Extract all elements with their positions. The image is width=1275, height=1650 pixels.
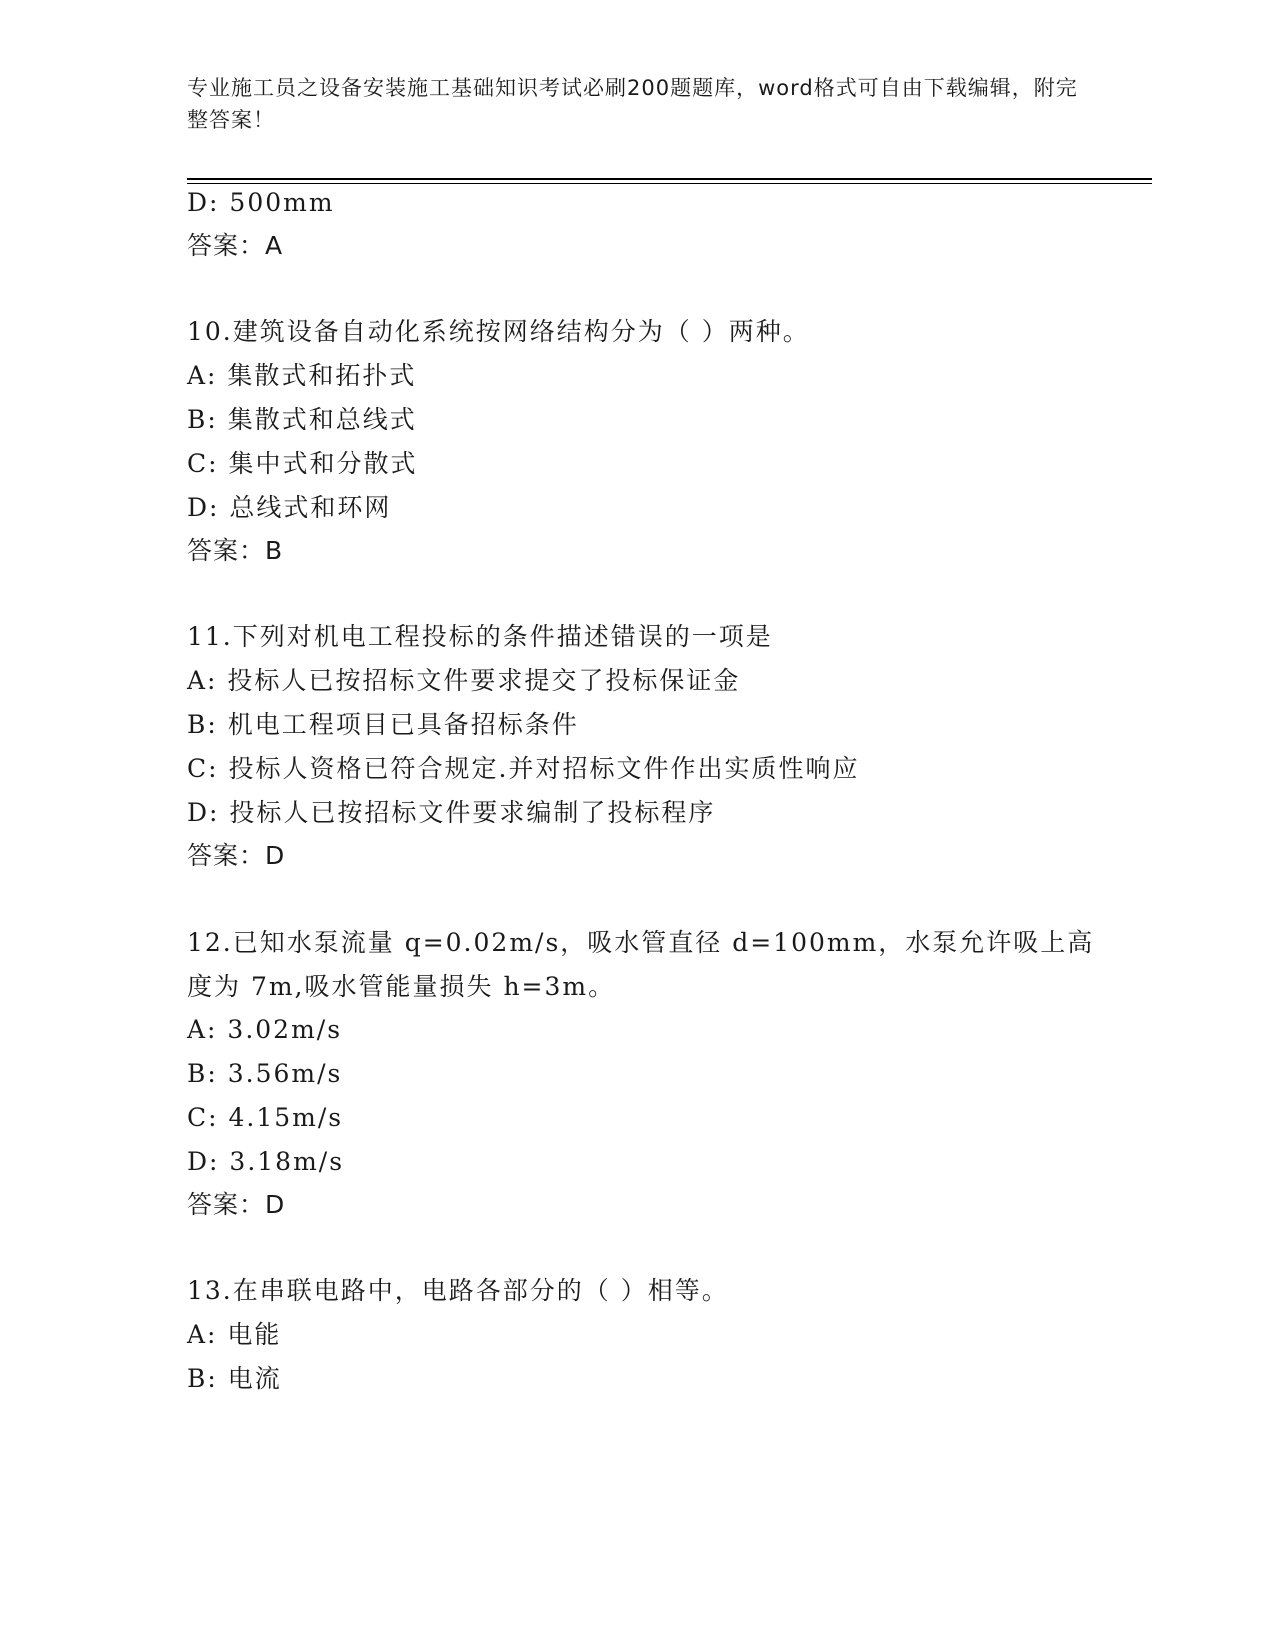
q11-option-d: D: 投标人已按招标文件要求编制了投标程序 [187, 798, 716, 827]
q13-question: 13.在串联电路中，电路各部分的（ ）相等。 [187, 1276, 729, 1305]
q10-option-c: C: 集中式和分散式 [187, 449, 418, 478]
q10-option-a: A: 集散式和拓扑式 [187, 361, 417, 390]
q12-question-line2: 度为 7m,吸水管能量损失 h=3m。 [187, 972, 616, 1001]
q12-option-a: A: 3.02m/s [187, 1015, 343, 1044]
prev-option-d: D: 500mm [187, 188, 335, 217]
q10-option-b: B: 集散式和总线式 [187, 405, 417, 434]
q11-option-c: C: 投标人资格已符合规定.并对招标文件作出实质性响应 [187, 754, 860, 783]
q13-option-b: B: 电流 [187, 1364, 282, 1393]
header-divider-thick [187, 178, 1152, 180]
q12-answer: 答案：D [187, 1190, 286, 1219]
q12-question-line1: 12.已知水泵流量 q=0.02m/s，吸水管直径 d=100mm，水泵允许吸上高 [187, 928, 1095, 957]
prev-answer: 答案：A [187, 231, 284, 260]
q11-question: 11.下列对机电工程投标的条件描述错误的一项是 [187, 622, 773, 651]
q11-option-b: B: 机电工程项目已具备招标条件 [187, 710, 579, 739]
q10-answer: 答案：B [187, 536, 284, 565]
q12-option-d: D: 3.18m/s [187, 1147, 345, 1176]
q12-option-b: B: 3.56m/s [187, 1059, 343, 1088]
q11-option-a: A: 投标人已按招标文件要求提交了投标保证金 [187, 666, 741, 695]
q12-option-c: C: 4.15m/s [187, 1103, 344, 1132]
q11-answer: 答案：D [187, 841, 286, 870]
q10-option-d: D: 总线式和环网 [187, 493, 392, 522]
header-divider-thin [187, 183, 1152, 184]
document-header-title: 专业施工员之设备安装施工基础知识考试必刷200题题库，word格式可自由下载编辑，附完整答案！ [187, 76, 1078, 132]
q13-option-a: A: 电能 [187, 1320, 282, 1349]
q10-question: 10.建筑设备自动化系统按网络结构分为（ ）两种。 [187, 317, 810, 346]
